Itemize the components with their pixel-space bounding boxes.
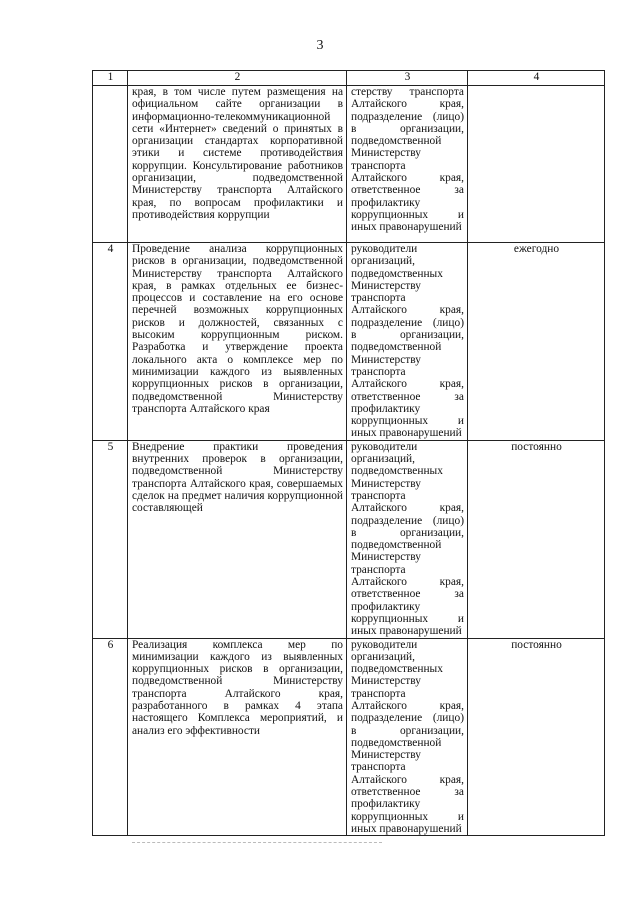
table-header-row xyxy=(93,71,605,86)
responsible-text: стерству транспорта Алтайского края, подразделение (лицо) в организации, подведомственной Министерству транспорта Алтайского края, ответственное за профилактику коррупционных и иных правонарушений xyxy=(347,86,468,243)
term-text: постоянно xyxy=(468,440,605,638)
header-cell-4: 4 xyxy=(468,71,605,86)
responsible-text: руководители организаций, подведомственных Министерству транспорта Алтайского края, подразделение (лицо) в организации, подведомственной Министерству транспорта Алтайского края, ответственное за профилактику коррупционных и иных правонарушений xyxy=(347,638,468,836)
row-number xyxy=(93,86,128,243)
table-row xyxy=(93,638,605,836)
measures-table xyxy=(92,70,605,836)
table-row xyxy=(93,440,605,638)
term-text: ежегодно xyxy=(468,243,605,441)
row-number: 6 xyxy=(93,638,128,836)
table-row xyxy=(93,243,605,441)
table-row xyxy=(93,86,605,243)
header-cell-3: 3 xyxy=(347,71,468,86)
term-text: постоянно xyxy=(468,638,605,836)
header-cell-1: 1 xyxy=(93,71,128,86)
row-number: 5 xyxy=(93,440,128,638)
measure-text: Внедрение практики проведения внутренних проверок в организации, подведомственной Министерству транспорта Алтайского края, совершаемых сделок на предмет наличия коррупционной составляющей xyxy=(128,440,347,638)
scan-artifact-line xyxy=(132,842,382,843)
measure-text: Проведение анализа коррупционных рисков в организации, подведомственной Министерству транспорта Алтайского края, в рамках отдельных ее бизнес-процессов и составление на его основе перечней возможных коррупционных рисков и должностей, связанных с высоким коррупционным риском. Разработка и утверждение проекта локального акта о комплексе мер по минимизации каждого из выявленных коррупционных рисков в организации, подведомственной Министерству транспорта Алтайского края xyxy=(128,243,347,441)
responsible-text: руководители организаций, подведомственных Министерству транспорта Алтайского края, подразделение (лицо) в организации, подведомственной Министерству транспорта Алтайского края, ответственное за профилактику коррупционных и иных правонарушений xyxy=(347,440,468,638)
page-number: 3 xyxy=(316,38,324,53)
measure-text: Реализация комплекса мер по минимизации каждого из выявленных коррупционных рисков в организации, подведомственной Министерству транспорта Алтайского края, разработанного в рамках 4 этапа настоящего Комплекса мероприятий, и анализ его эффективности xyxy=(128,638,347,836)
term-text xyxy=(468,86,605,243)
responsible-text: руководители организаций, подведомственных Министерству транспорта Алтайского края, подразделение (лицо) в организации, подведомственной Министерству транспорта Алтайского края, ответственное за профилактику коррупционных и иных правонарушений xyxy=(347,243,468,441)
measure-text: края, в том числе путем размещения на официальном сайте организации в информационно-телекоммуникационной сети «Интернет» сведений о принятых в организации стандартах корпоративной этики и системе противодействия коррупции. Консультирование работников организации, подведомственной Министерству транспорта Алтайского края, по вопросам профилактики и противодействия коррупции xyxy=(128,86,347,243)
row-number: 4 xyxy=(93,243,128,441)
header-cell-2: 2 xyxy=(128,71,347,86)
